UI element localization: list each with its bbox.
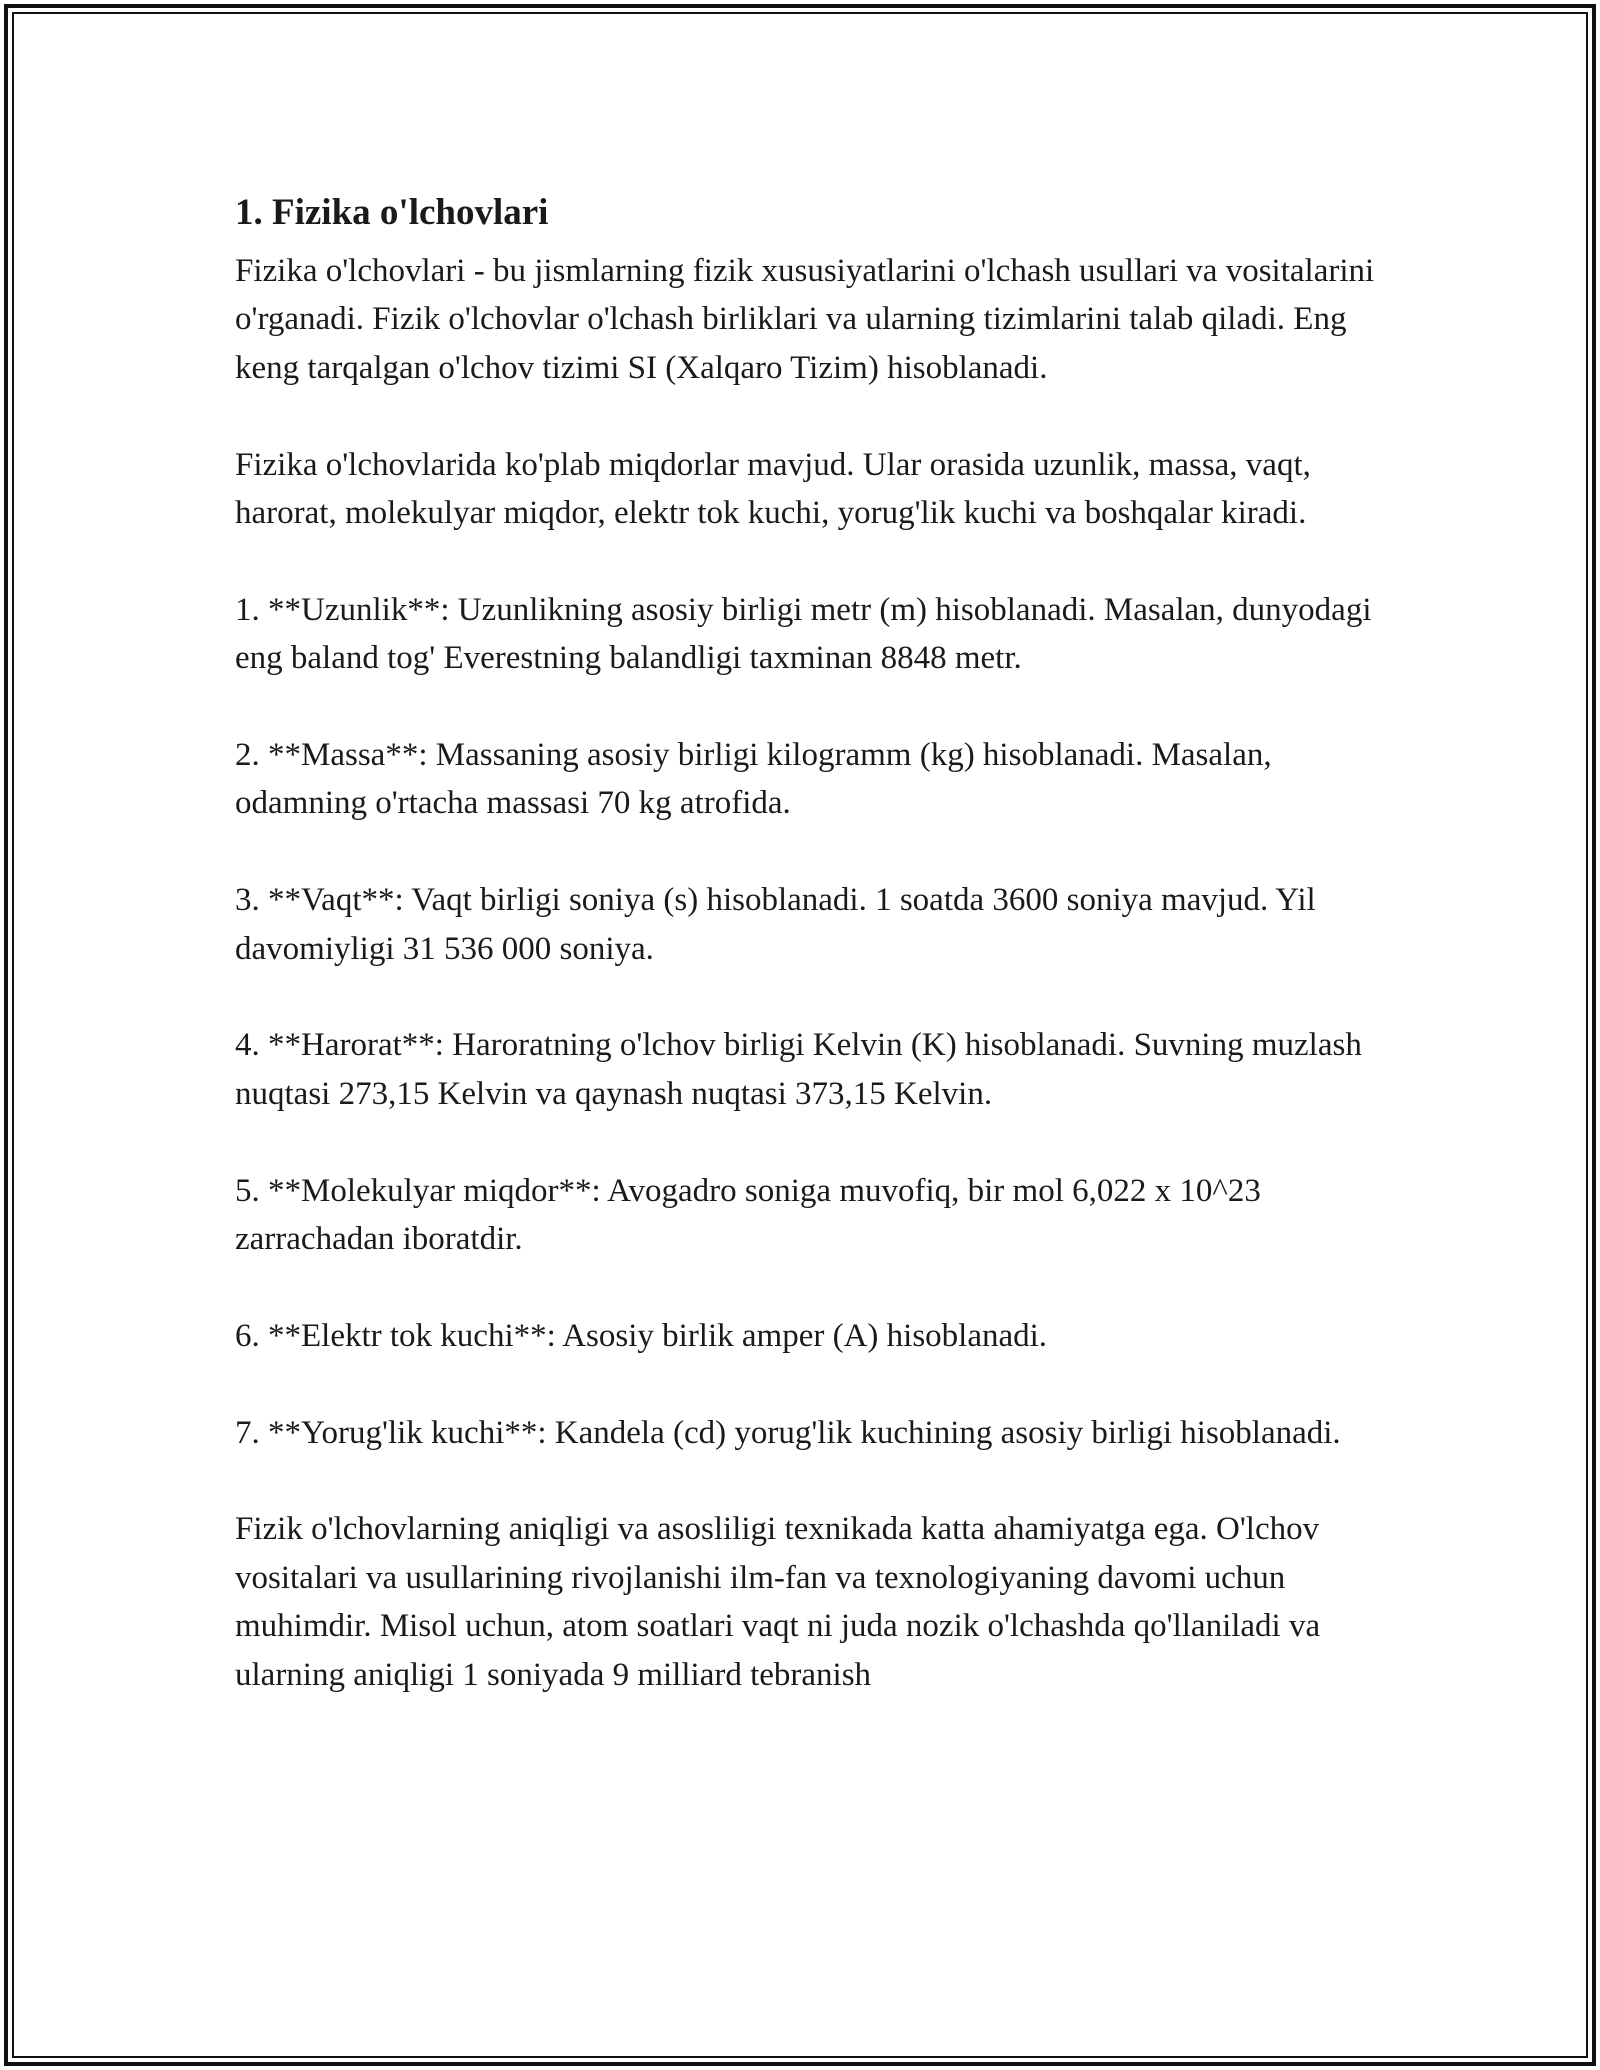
- list-item-electric-current: 6. **Elektr tok kuchi**: Asosiy birlik amper (A) hisoblanadi.: [235, 1317, 1048, 1354]
- list-item-mass: 2. **Massa**: Massaning asosiy birligi kilogramm (kg) hisoblanadi. Masalan, odamning o'rtacha massasi 70 kg atrofida.: [235, 737, 1272, 822]
- document-body: [235, 185, 1395, 1699]
- paragraph-quantities: Fizika o'lchovlarida ko'plab miqdorlar mavjud. Ular orasida uzunlik, massa, vaqt, harorat, molekulyar miqdor, elektr tok kuchi, yorug'lik kuchi va boshqalar kiradi.: [235, 446, 1311, 532]
- paragraph-conclusion: Fizik o'lchovlarning aniqligi va asosliligi texnikada katta ahamiyatga ega. O'lchov vositalari va usullarining rivojlanishi ilm-fan va texnologiyaning davomi uchun muhimdir. Misol uchun, atom soatlari vaqt ni juda nozik o'lchashda qo'llaniladi va ularning aniqligi 1 soniyada 9 milliard tebranish: [235, 1511, 1321, 1693]
- list-item-amount-of-substance: 5. **Molekulyar miqdor**: Avogadro soniga muvofiq, bir mol 6,022 x 10^23 zarrachadan iboratdir.: [235, 1172, 1261, 1258]
- paragraph-intro: Fizika o'lchovlari - bu jismlarning fizik xususiyatlarini o'lchash usullari va vositalarini o'rganadi. Fizik o'lchovlar o'lchash birliklari va ularning tizimlarini talab qiladi. Eng keng tarqalgan o'lchov tizimi SI (Xalqaro Tizim) hisoblanadi.: [235, 253, 1375, 386]
- list-item-length: 1. **Uzunlik**: Uzunlikning asosiy birligi metr (m) hisoblanadi. Masalan, dunyodagi eng baland tog' Everestning balandligi taxminan 8848 metr.: [235, 591, 1372, 677]
- list-item-luminous-intensity: 7. **Yorug'lik kuchi**: Kandela (cd) yorug'lik kuchining asosiy birligi hisoblanadi.: [235, 1414, 1341, 1451]
- list-item-time: 3. **Vaqt**: Vaqt birligi soniya (s) hisoblanadi. 1 soatda 3600 soniya mavjud. Yil davomiyligi 31 536 000 soniya.: [235, 882, 1316, 967]
- section-heading: 1. Fizika o'lchovlari: [235, 192, 549, 233]
- list-item-temperature: 4. **Harorat**: Haroratning o'lchov birligi Kelvin (K) hisoblanadi. Suvning muzlash nuqtasi 273,15 Kelvin va qaynash nuqtasi 373,15 Kelvin.: [235, 1027, 1362, 1112]
